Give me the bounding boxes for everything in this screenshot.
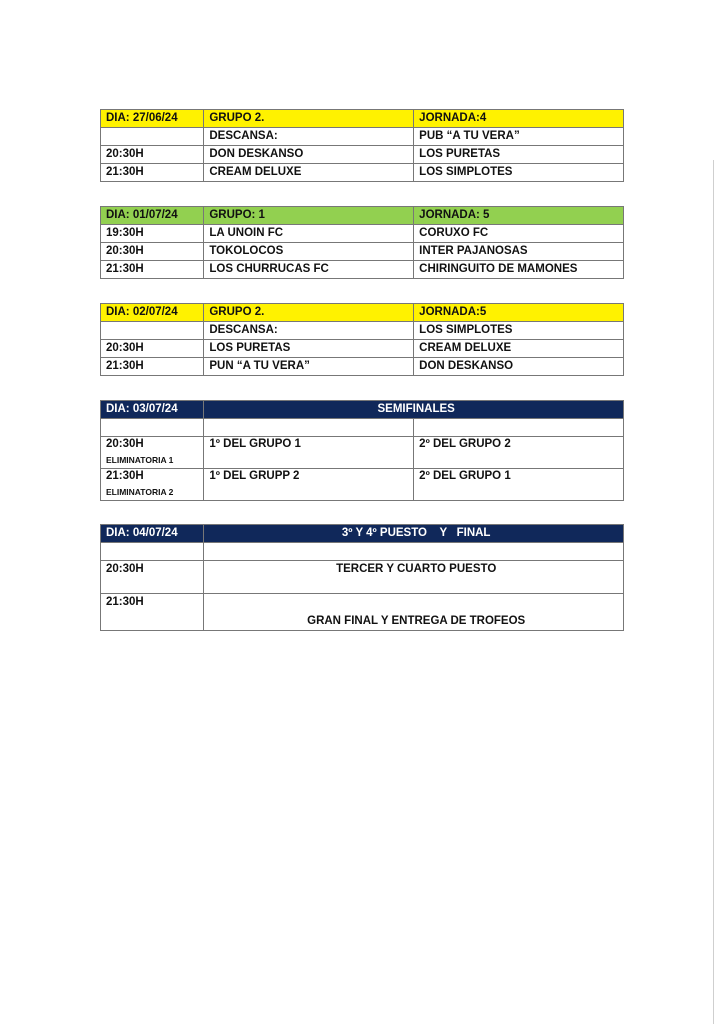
match-cell: TERCER Y CUARTO PUESTO	[204, 561, 624, 594]
table-header-row	[101, 304, 624, 322]
away-team-cell: CREAM DELUXE	[414, 340, 624, 358]
match-cell: GRAN FINAL Y ENTREGA DE TROFEOS	[204, 594, 624, 631]
group-cell: GRUPO 2.	[204, 110, 414, 128]
time-cell: 21:30H	[101, 261, 204, 279]
schedule-table-27-06	[100, 109, 624, 182]
time-cell: 20:30H	[101, 340, 204, 358]
time-cell: 21:30H	[101, 164, 204, 182]
home-team-cell: 1º DEL GRUPP 2	[204, 469, 414, 501]
final-table	[100, 524, 624, 631]
date-cell: DIA: 04/07/24	[101, 525, 204, 543]
tie-label: ELIMINATORIA 1	[106, 455, 174, 465]
empty-cell	[414, 419, 624, 437]
time-label: 20:30H	[106, 438, 144, 450]
empty-cell	[101, 419, 204, 437]
home-team-cell: LOS PURETAS	[204, 340, 414, 358]
group-cell: GRUPO 2.	[204, 304, 414, 322]
home-team-cell: PUN “A TU VERA”	[204, 358, 414, 376]
time-cell: 20:30H	[101, 561, 204, 594]
schedule-table-02-07	[100, 303, 624, 376]
time-label: 21:30H	[106, 470, 144, 482]
table-row	[101, 322, 624, 340]
home-team-cell: LA UNOIN FC	[204, 225, 414, 243]
away-team-cell: LOS SIMPLOTES	[414, 164, 624, 182]
round-cell: JORNADA: 5	[414, 207, 624, 225]
time-cell: 19:30H	[101, 225, 204, 243]
stage-title-cell: SEMIFINALES	[204, 401, 624, 419]
away-team-cell: 2º DEL GRUPO 1	[414, 469, 624, 501]
table-row-empty	[101, 419, 624, 437]
table-row	[101, 243, 624, 261]
round-cell: JORNADA:4	[414, 110, 624, 128]
table-row	[101, 261, 624, 279]
home-team-cell: DESCANSA:	[204, 322, 414, 340]
away-team-cell: DON DESKANSO	[414, 358, 624, 376]
home-team-cell: CREAM DELUXE	[204, 164, 414, 182]
date-cell: DIA: 02/07/24	[101, 304, 204, 322]
date-cell: DIA: 03/07/24	[101, 401, 204, 419]
table-row	[101, 146, 624, 164]
empty-cell	[204, 419, 414, 437]
schedule-table-01-07	[100, 206, 624, 279]
page-edge-line	[713, 160, 714, 1024]
table-header-row	[101, 110, 624, 128]
table-header-row	[101, 207, 624, 225]
time-cell: 21:30H	[101, 594, 204, 631]
away-team-cell: LOS PURETAS	[414, 146, 624, 164]
table-row	[101, 594, 624, 631]
empty-cell	[204, 543, 624, 561]
table-row	[101, 164, 624, 182]
tie-label: ELIMINATORIA 2	[106, 487, 174, 497]
table-row-empty	[101, 543, 624, 561]
home-team-cell: TOKOLOCOS	[204, 243, 414, 261]
home-team-cell: 1º DEL GRUPO 1	[204, 437, 414, 469]
away-team-cell: LOS SIMPLOTES	[414, 322, 624, 340]
date-cell: DIA: 27/06/24	[101, 110, 204, 128]
table-row	[101, 358, 624, 376]
table-row	[101, 340, 624, 358]
semifinals-table	[100, 400, 624, 501]
time-cell	[101, 469, 204, 501]
time-cell: 21:30H	[101, 358, 204, 376]
time-cell: 20:30H	[101, 243, 204, 261]
time-cell: 20:30H	[101, 146, 204, 164]
table-row	[101, 469, 624, 501]
home-team-cell: DON DESKANSO	[204, 146, 414, 164]
away-team-cell: CORUXO FC	[414, 225, 624, 243]
home-team-cell: DESCANSA:	[204, 128, 414, 146]
date-cell: DIA: 01/07/24	[101, 207, 204, 225]
time-cell	[101, 128, 204, 146]
table-row	[101, 225, 624, 243]
round-cell: JORNADA:5	[414, 304, 624, 322]
away-team-cell: INTER PAJANOSAS	[414, 243, 624, 261]
stage-title-cell: 3º Y 4º PUESTO Y FINAL	[204, 525, 624, 543]
table-row	[101, 561, 624, 594]
table-row	[101, 128, 624, 146]
group-cell: GRUPO: 1	[204, 207, 414, 225]
away-team-cell: 2º DEL GRUPO 2	[414, 437, 624, 469]
away-team-cell: PUB “A TU VERA”	[414, 128, 624, 146]
table-header-row	[101, 525, 624, 543]
table-header-row	[101, 401, 624, 419]
home-team-cell: LOS CHURRUCAS FC	[204, 261, 414, 279]
time-cell	[101, 437, 204, 469]
time-cell	[101, 322, 204, 340]
empty-cell	[101, 543, 204, 561]
away-team-cell: CHIRINGUITO DE MAMONES	[414, 261, 624, 279]
table-row	[101, 437, 624, 469]
